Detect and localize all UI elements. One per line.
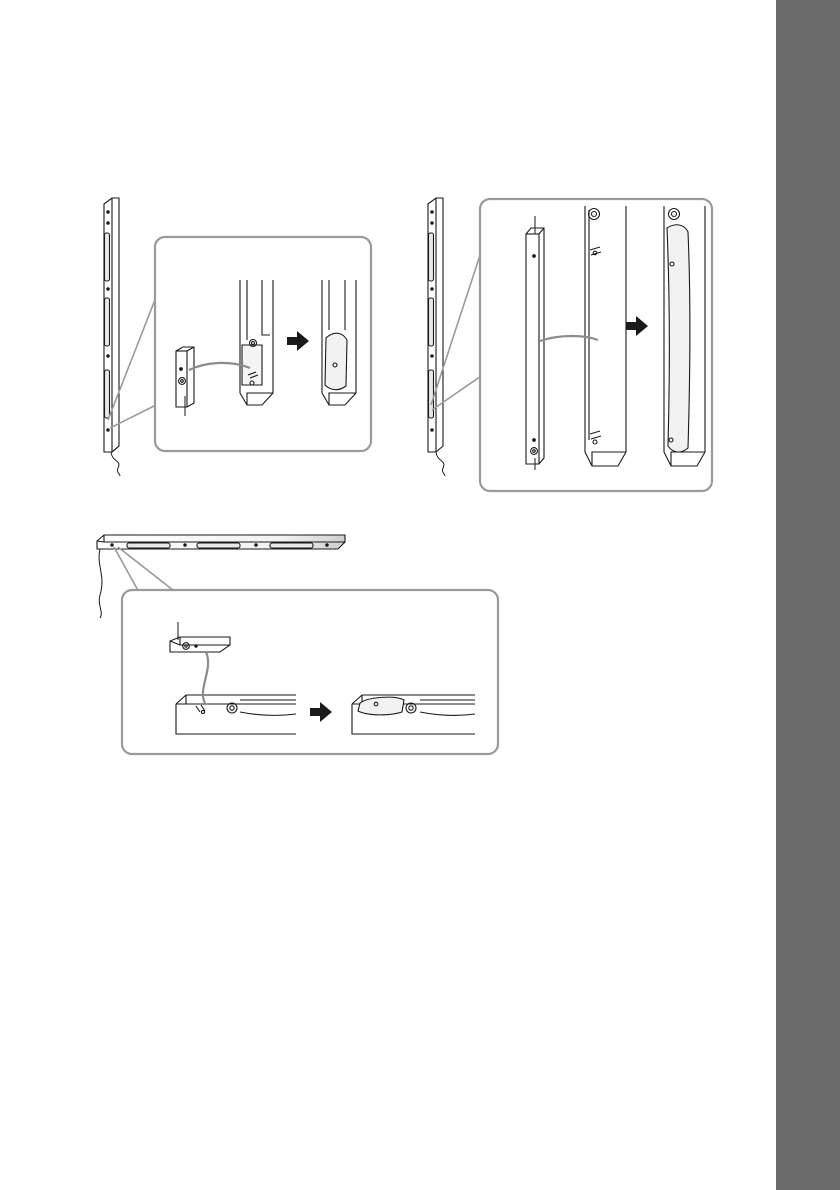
figure-horizontal-speaker [97, 535, 498, 754]
speaker-column-after [322, 280, 356, 405]
speaker-column-before [240, 280, 273, 405]
tall-speaker-body [104, 198, 120, 476]
long-column-before [585, 206, 626, 466]
long-column-after [664, 206, 705, 466]
figure-left-tall-speaker [104, 198, 371, 476]
tall-speaker-body-2 [428, 198, 445, 476]
long-cover-plate [526, 216, 544, 470]
figure-right-tall-speaker [428, 198, 712, 491]
